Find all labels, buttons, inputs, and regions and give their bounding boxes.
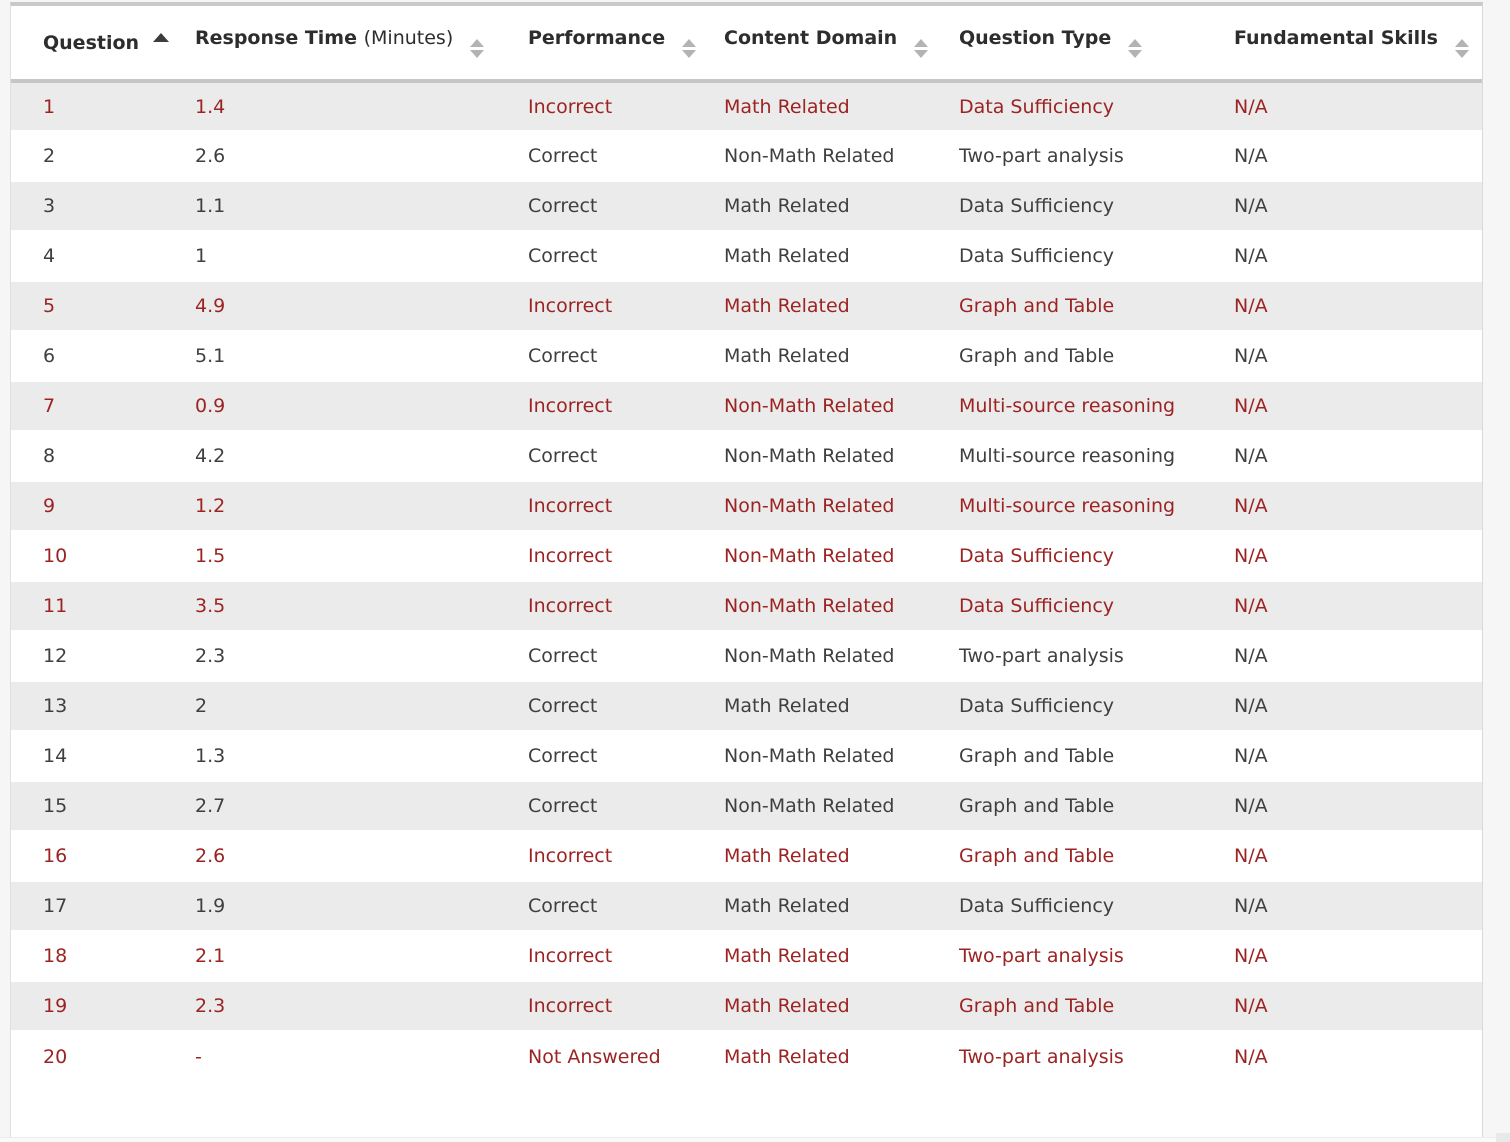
cell-response-time: 1.4: [163, 81, 496, 131]
cell-question: 6: [43, 345, 56, 367]
table-row: [11, 631, 1482, 681]
cell-response-time: 1.9: [163, 881, 496, 931]
cell-performance: Correct: [496, 781, 692, 831]
table-body: [11, 81, 1482, 1081]
cell-question-type: Data Sufficiency: [959, 245, 1115, 267]
cell-question: 18: [43, 945, 68, 967]
cell-performance: Incorrect: [528, 845, 613, 867]
table-row: [11, 81, 1482, 131]
cell-performance: Not Answered: [528, 1045, 661, 1068]
cell-content-domain: Non-Math Related: [692, 481, 927, 531]
table-row: [11, 681, 1482, 731]
column-label: Performance: [528, 27, 666, 49]
column-label: Response Time: [195, 27, 357, 49]
cell-fundamental-skills: N/A: [1202, 581, 1482, 631]
cell-content-domain: Non-Math Related: [724, 445, 895, 467]
cell-fundamental-skills: N/A: [1202, 281, 1482, 331]
sort-icon: [470, 39, 484, 58]
cell-performance: Correct: [528, 345, 598, 367]
cell-content-domain: Non-Math Related: [692, 381, 927, 431]
cell-performance: Incorrect: [496, 81, 692, 131]
cell-response-time: 2.6: [195, 145, 226, 167]
cell-performance: Correct: [496, 181, 692, 231]
cell-performance: Incorrect: [496, 581, 692, 631]
cell-response-time: 2.6: [195, 845, 226, 867]
cell-fundamental-skills: N/A: [1234, 145, 1268, 167]
question-review-table: [11, 6, 1482, 1081]
cell-question: 17: [11, 881, 163, 931]
table-row: [11, 181, 1482, 231]
cell-performance: Correct: [528, 745, 598, 767]
cell-performance: Correct: [528, 645, 598, 667]
cell-question: 16: [43, 845, 68, 867]
cell-question: 19: [11, 981, 163, 1031]
cell-response-time: 1.3: [195, 745, 226, 767]
cell-fundamental-skills: N/A: [1234, 845, 1268, 867]
cell-fundamental-skills: N/A: [1234, 545, 1268, 567]
table-row: [11, 981, 1482, 1031]
cell-question: 2: [43, 145, 56, 167]
cell-response-time: 1.2: [163, 481, 496, 531]
cell-question-type: Data Sufficiency: [927, 881, 1202, 931]
cell-question: 13: [11, 681, 163, 731]
cell-content-domain: Math Related: [724, 845, 850, 867]
cell-content-domain: Math Related: [692, 681, 927, 731]
cell-question-type: Two-part analysis: [959, 145, 1124, 167]
cell-response-time: 0.9: [163, 381, 496, 431]
sort-icon: [1128, 39, 1142, 58]
column-label: Question: [43, 31, 140, 54]
cell-fundamental-skills: N/A: [1202, 81, 1482, 131]
cell-content-domain: Math Related: [724, 945, 850, 967]
column-header-fundamental-skills[interactable]: [1202, 6, 1482, 81]
cell-content-domain: Math Related: [692, 981, 927, 1031]
cell-fundamental-skills: N/A: [1234, 345, 1268, 367]
table-row: [11, 231, 1482, 281]
cell-question-type: Data Sufficiency: [927, 81, 1202, 131]
cell-fundamental-skills: N/A: [1234, 245, 1268, 267]
cell-question: 3: [11, 181, 163, 231]
cell-content-domain: Non-Math Related: [724, 745, 895, 767]
cell-performance: Incorrect: [496, 381, 692, 431]
cell-performance: Correct: [496, 881, 692, 931]
cell-content-domain: Non-Math Related: [724, 145, 895, 167]
table-row: [11, 281, 1482, 331]
cell-question-type: Graph and Table: [927, 981, 1202, 1031]
table-row: [11, 331, 1482, 381]
cell-fundamental-skills: N/A: [1234, 445, 1268, 467]
cell-question: 9: [11, 481, 163, 531]
table-row: [11, 531, 1482, 581]
cell-content-domain: Math Related: [692, 81, 927, 131]
cell-performance: Correct: [528, 145, 598, 167]
cell-response-time: 2: [163, 681, 496, 731]
column-header-performance[interactable]: [496, 6, 692, 81]
table-row: [11, 581, 1482, 631]
cell-content-domain: Math Related: [692, 881, 927, 931]
header-row: [11, 6, 1482, 81]
cell-question-type: Data Sufficiency: [927, 581, 1202, 631]
column-header-content-domain[interactable]: [692, 6, 927, 81]
sort-icon: [682, 39, 696, 58]
cell-fundamental-skills: N/A: [1234, 645, 1268, 667]
cell-response-time: 1.5: [195, 545, 226, 567]
cell-question: 7: [11, 381, 163, 431]
cell-question-type: Graph and Table: [959, 345, 1115, 367]
table-row: [11, 431, 1482, 481]
cell-performance: Incorrect: [496, 981, 692, 1031]
cell-content-domain: Non-Math Related: [692, 781, 927, 831]
cell-question: 20: [43, 1045, 68, 1068]
cell-question: 8: [43, 445, 56, 467]
cell-response-time: 1: [195, 245, 208, 267]
column-header-question-type[interactable]: [927, 6, 1202, 81]
cell-fundamental-skills: N/A: [1234, 745, 1268, 767]
cell-question-type: Data Sufficiency: [959, 545, 1115, 567]
scrollbar-corner: [1496, 1133, 1510, 1142]
cell-question: 1: [11, 81, 163, 131]
cell-response-time: 4.2: [195, 445, 226, 467]
table-row: [11, 131, 1482, 181]
column-header-response-time[interactable]: [163, 6, 496, 81]
cell-performance: Incorrect: [496, 281, 692, 331]
cell-question-type: Graph and Table: [927, 281, 1202, 331]
table-row: [11, 931, 1482, 981]
cell-question-type: Two-part analysis: [959, 1045, 1124, 1068]
bottom-divider: [0, 1137, 1510, 1142]
cell-fundamental-skills: N/A: [1202, 381, 1482, 431]
table-row: [11, 731, 1482, 781]
cell-question-type: Graph and Table: [927, 781, 1202, 831]
cell-content-domain: Math Related: [724, 1045, 850, 1068]
cell-question: 12: [43, 645, 68, 667]
cell-question: 5: [11, 281, 163, 331]
cell-response-time: -: [195, 1045, 202, 1068]
cell-question: 14: [43, 745, 68, 767]
cell-fundamental-skills: N/A: [1202, 481, 1482, 531]
cell-response-time: 2.7: [163, 781, 496, 831]
cell-question-type: Multi-source reasoning: [927, 481, 1202, 531]
cell-question-type: Graph and Table: [959, 845, 1115, 867]
cell-response-time: 3.5: [163, 581, 496, 631]
table-header: [11, 6, 1482, 81]
cell-performance: Correct: [528, 245, 598, 267]
cell-content-domain: Math Related: [724, 345, 850, 367]
column-label: Fundamental Skills: [1234, 27, 1438, 49]
cell-content-domain: Non-Math Related: [724, 545, 895, 567]
cell-question-type: Data Sufficiency: [927, 181, 1202, 231]
cell-fundamental-skills: N/A: [1202, 681, 1482, 731]
cell-fundamental-skills: N/A: [1202, 881, 1482, 931]
table-row: [11, 381, 1482, 431]
cell-fundamental-skills: N/A: [1202, 981, 1482, 1031]
column-label: Question Type: [959, 27, 1112, 49]
cell-question: 11: [11, 581, 163, 631]
cell-question: 10: [43, 545, 68, 567]
cell-performance: Incorrect: [496, 481, 692, 531]
cell-response-time: 2.3: [195, 645, 226, 667]
cell-question-type: Multi-source reasoning: [927, 381, 1202, 431]
cell-question: 4: [43, 245, 56, 267]
column-label: Content Domain: [724, 27, 898, 49]
cell-question-type: Two-part analysis: [959, 645, 1124, 667]
table-row: [11, 781, 1482, 831]
cell-fundamental-skills: N/A: [1202, 781, 1482, 831]
question-review-table-card: [10, 2, 1483, 1138]
sort-icon: [1455, 39, 1469, 58]
cell-question: 15: [11, 781, 163, 831]
cell-question-type: Data Sufficiency: [927, 681, 1202, 731]
cell-content-domain: Math Related: [692, 181, 927, 231]
cell-content-domain: Non-Math Related: [724, 645, 895, 667]
cell-response-time: 1.1: [163, 181, 496, 231]
column-header-question[interactable]: [11, 6, 163, 81]
cell-fundamental-skills: N/A: [1234, 945, 1268, 967]
cell-content-domain: Math Related: [724, 245, 850, 267]
cell-content-domain: Math Related: [692, 281, 927, 331]
cell-performance: Incorrect: [528, 945, 613, 967]
sort-icon: [914, 39, 928, 58]
table-row: [11, 481, 1482, 531]
cell-performance: Correct: [528, 445, 598, 467]
cell-fundamental-skills: N/A: [1202, 181, 1482, 231]
cell-response-time: 2.1: [195, 945, 226, 967]
table-row: [11, 831, 1482, 881]
cell-response-time: 5.1: [195, 345, 226, 367]
cell-question-type: Graph and Table: [959, 745, 1115, 767]
sort-ascending-icon: [153, 33, 169, 42]
cell-response-time: 2.3: [163, 981, 496, 1031]
table-row: [11, 881, 1482, 931]
cell-performance: Incorrect: [528, 545, 613, 567]
cell-performance: Correct: [496, 681, 692, 731]
column-label-unit: (Minutes): [363, 27, 454, 49]
cell-fundamental-skills: N/A: [1234, 1045, 1268, 1068]
cell-question-type: Multi-source reasoning: [959, 445, 1176, 467]
table-row: [11, 1031, 1482, 1081]
cell-question-type: Two-part analysis: [959, 945, 1124, 967]
cell-response-time: 4.9: [163, 281, 496, 331]
cell-content-domain: Non-Math Related: [692, 581, 927, 631]
